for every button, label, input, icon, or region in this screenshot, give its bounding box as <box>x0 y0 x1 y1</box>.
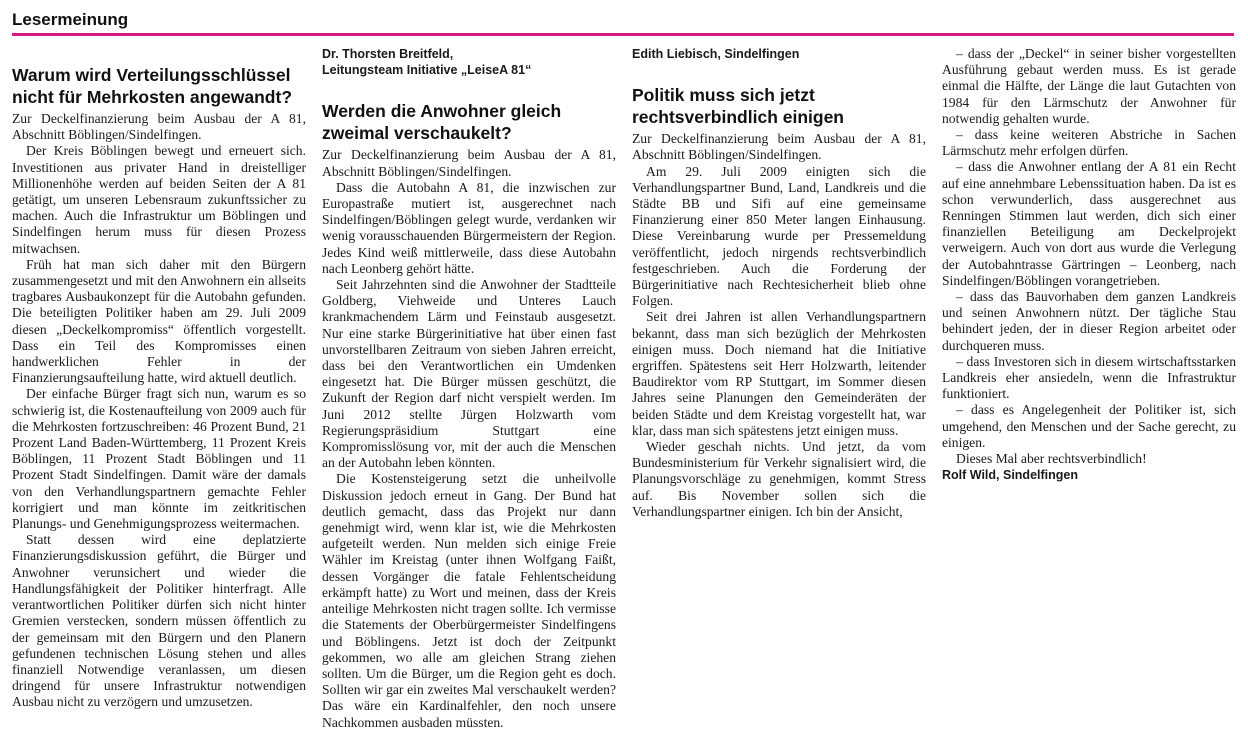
letter-3-headline: Politik muss sich jetzt rechtsverbindlich einigen <box>632 85 844 128</box>
letter-2-author: Edith Liebisch, Sindelfingen <box>632 47 800 61</box>
section-title: Lesermeinung <box>12 10 129 29</box>
letter-3-paragraph: Am 29. Juli 2009 einigten sich die Verhandlungspartner Bund, Land, Landkreis und die Städte BB und Sifi auf eine gemeinsame Finanzierung einer 850 Meter langen Einhausung. Diese Vereinbarung wurde per Pressemeldung veröffentlicht, jedoch nirgends rechtsverbindlich festgeschrieben. Auch die Forderung der Bürgerinitiative nach Rechtesicherheit blieb ohne Folgen. <box>632 163 926 309</box>
letter-1-author: Dr. Thorsten Breitfeld, <box>322 47 454 61</box>
letter-3-author: Rolf Wild, Sindelfingen <box>942 468 1078 483</box>
letter-1-author-role: Leitungsteam Initiative „LeiseA 81“ <box>322 63 532 78</box>
column-2 <box>322 46 616 730</box>
letter-1-signature <box>322 46 616 78</box>
letter-1-subject: Zur Deckelfinanzierung beim Ausbau der A 81, Abschnitt Böblingen/Sindelfingen. <box>12 111 306 143</box>
letter-1-paragraph: Früh hat man sich daher mit den Bürgern zusammengesetzt und mit den Anwohnern ein allseits tragbares Ausbaukonzept für die Autobahn gefunden. Die beteiligten Politiker haben am 29. Juli 2009 diesen „Deckelkompromiss“ öffentlich vorgestellt. Dass ein Teil des Kompromisses einen handwerklichen Fehler in der Finanzierungsaufteilung hatte, wird aktuell deutlich. <box>12 256 306 386</box>
column-1 <box>12 46 306 710</box>
letter-3-paragraph: Dieses Mal aber rechtsverbindlich! <box>956 451 1147 467</box>
letter-2-subject: Zur Deckelfinanzierung beim Ausbau der A 81, Abschnitt Böblingen/Sindelfingen. <box>322 147 616 179</box>
letter-1-paragraph: Der einfache Bürger fragt sich nun, warum es so schwierig ist, die Kostenaufteilung von 2009 auch für die Mehrkosten fortzuschreiben: 46 Prozent Bund, 21 Prozent Land Baden-Württemberg, 11 Prozent Kreis Böblingen, 11 Prozent Stadt Böblingen und 11 Prozent Stadt Sindelfingen. Damit wäre der damals von den Verhandlungspartnern gemachte Fehler korrigiert und man könnte im zeitkritischen Planungs- und Genehmigungsprozess weitermachen. <box>12 386 306 532</box>
letter-3-paragraph: Wieder geschah nichts. Und jetzt, da vom Bundesministerium für Verkehr signalisiert wird, die Planungsvorschläge zu genehmigen, kommt Stress auf. Bis November sollen sich die Verhandlungspartner einigen. Ich bin der Ansicht, <box>632 439 926 519</box>
letter-2-paragraph: Dass die Autobahn A 81, die inzwischen zur Europastraße mutiert ist, ausgerechnet nach Sindelfingen/Böblingen gelegt wurde, verdanken wir wenig vorausschauenden Bürgermeistern der Region. Jedes Kind weiß mittlerweile, dass diese Autobahn nach Leonberg gehört hätte. <box>322 179 616 276</box>
letter-3-paragraph: – dass keine weiteren Abstriche in Sachen Lärmschutz mehr erfolgen dürfen. <box>942 127 1236 159</box>
letter-1-headline: Warum wird Verteilungsschlüssel nicht für Mehrkosten angewandt? <box>12 65 293 107</box>
section-header <box>12 8 1234 36</box>
letter-2-paragraph: Die Kostensteigerung setzt die unheilvolle Diskussion jedoch erneut in Gang. Der Bund hat deutlich gemacht, dass das Projekt nur dann genehmigt wird, wenn klar ist, wie die Mehrkosten aufgeteilt werden. Nun melden sich einige Freie Wähler im Kreistag (unter ihnen Wolfgang Faißt, dessen Vorgänger die fatale Fehlentscheidung erkämpft hatte) zu Wort und meinen, dass der Kreis anteilige Mehrkosten nicht tragen sollte. Ich vermisse die Statements der Oberbürgermeister Sindelfingens und Böblingens. Jetzt ist doch der Zeitpunkt gekommen, wo alle am gleichen Strang ziehen sollten. Um die Bürger, um die Region geht es doch. Sollten wir gar ein zweites Mal verschaukelt werden? Das wäre ein Kardinalfehler, den noch unsere Nachkommen ausbaden müssten. <box>322 471 616 730</box>
letter-2-paragraph: Seit Jahrzehnten sind die Anwohner der Stadtteile Goldberg, Viehweide und Unteres Lauch krankmachendem Lärm und Feinstaub ausgesetzt. Nur eine starke Bürgerinitiative hat über einen fast unvorstellbaren Zeitraum von sieben Jahren erreicht, dass bei den Verantwortlichen ein Umdenken eingesetzt hat. Die Bürger müssen geschützt, die Zukunft der Region darf nicht verspielt werden. Im Juni 2012 stellte Jürgen Holzwarth vom Regierungspräsidium Stuttgart eine Kompromisslösung vor, mit der auch die Menschen an der Autobahn leben könnten. <box>322 277 616 471</box>
column-4 <box>942 46 1236 706</box>
letter-3-paragraph: – dass die Anwohner entlang der A 81 ein Recht auf eine annehmbare Lebenssituation haben. Da ist es schon verwunderlich, dass ausgerechnet aus Renningen Stimmen laut werden, dich sich einer finanziellen Beteiligung am Deckelprojekt verweigern. Auch von dort aus wurde die Verlegung der Autobahntrasse Gärtringen – Leonberg, nach Sindelfingen/Böblingen vorangetrieben. <box>942 159 1236 288</box>
letter-3-paragraph: – dass der „Deckel“ in seiner bisher vorgestellten Ausführung gebaut werden muss. Es ist gerade einmal die Hälfte, der Länge die laut Gutachten von 1984 für den Lärmschutz der Anwohner für notwendig gehalten wurde. <box>942 46 1236 126</box>
letter-2-headline: Werden die Anwohner gleich zweimal verschaukelt? <box>322 101 562 144</box>
letter-3-paragraph: – dass Investoren sich in diesem wirtschaftsstarken Landkreis eher ansiedeln, wenn die Infrastruktur funktioniert. <box>942 353 1236 402</box>
letter-1-paragraph: Der Kreis Böblingen bewegt und erneuert sich. Investitionen aus privater Hand in dreistelliger Millionenhöhe werden auf beiden Seiten der A 81 getätigt, um unseren Lebensraum zukunftssicher zu machen. Auch die Infrastruktur um Böblingen und Sindelfingen herum muss für diesen Prozess mitwachsen. <box>12 143 306 256</box>
letter-3-paragraph: Seit drei Jahren ist allen Verhandlungspartnern bekannt, dass man sich bezüglich der Mehrkosten einigen muss. Doch niemand hat die Initiative ergriffen. Spätestens seit Herr Holzwarth, leitender Baudirektor vom RP Stuttgart, im Sommer diesen Jahres seine Planungen den Gemeinderäten der beiden Städte und dem Kreistag vorgestellt hat, war klar, dass man sich spätestens jetzt einigen muss. <box>632 309 926 438</box>
column-3 <box>632 46 926 706</box>
letter-3-paragraph: – dass es Angelegenheit der Politiker ist, sich umgehend, den Menschen und der Sache gerecht, zu einigen. <box>942 402 1236 450</box>
letter-3-paragraph: – dass das Bauvorhaben dem ganzen Landkreis und seinen Anwohnern nützt. Der tägliche Stau behindert jeden, der in dieser Region arbeitet oder durchqueren muss. <box>942 289 1236 353</box>
letter-3-subject: Zur Deckelfinanzierung beim Ausbau der A 81, Abschnitt Böblingen/Sindelfingen. <box>632 131 926 163</box>
letter-1-paragraph: Statt dessen wird eine deplatzierte Finanzierungsdiskussion geführt, die Bürger und Anwohner verunsichert und wieder die Handlungsfähigkeit der Politiker hinterfragt. Alle verantwortlichen Politiker dürfen sich nicht hinter Gremien verstecken, sondern müssen öffentlich zu der gemeinsam mit den Bürgern und den Planern gefundenen technischen Lösung stehen und alles finanziell Notwendige veranlassen, um diesen dringend für unsere Infrastruktur notwendigen Ausbau nicht zu verzögern und umzusetzen. <box>12 532 306 710</box>
